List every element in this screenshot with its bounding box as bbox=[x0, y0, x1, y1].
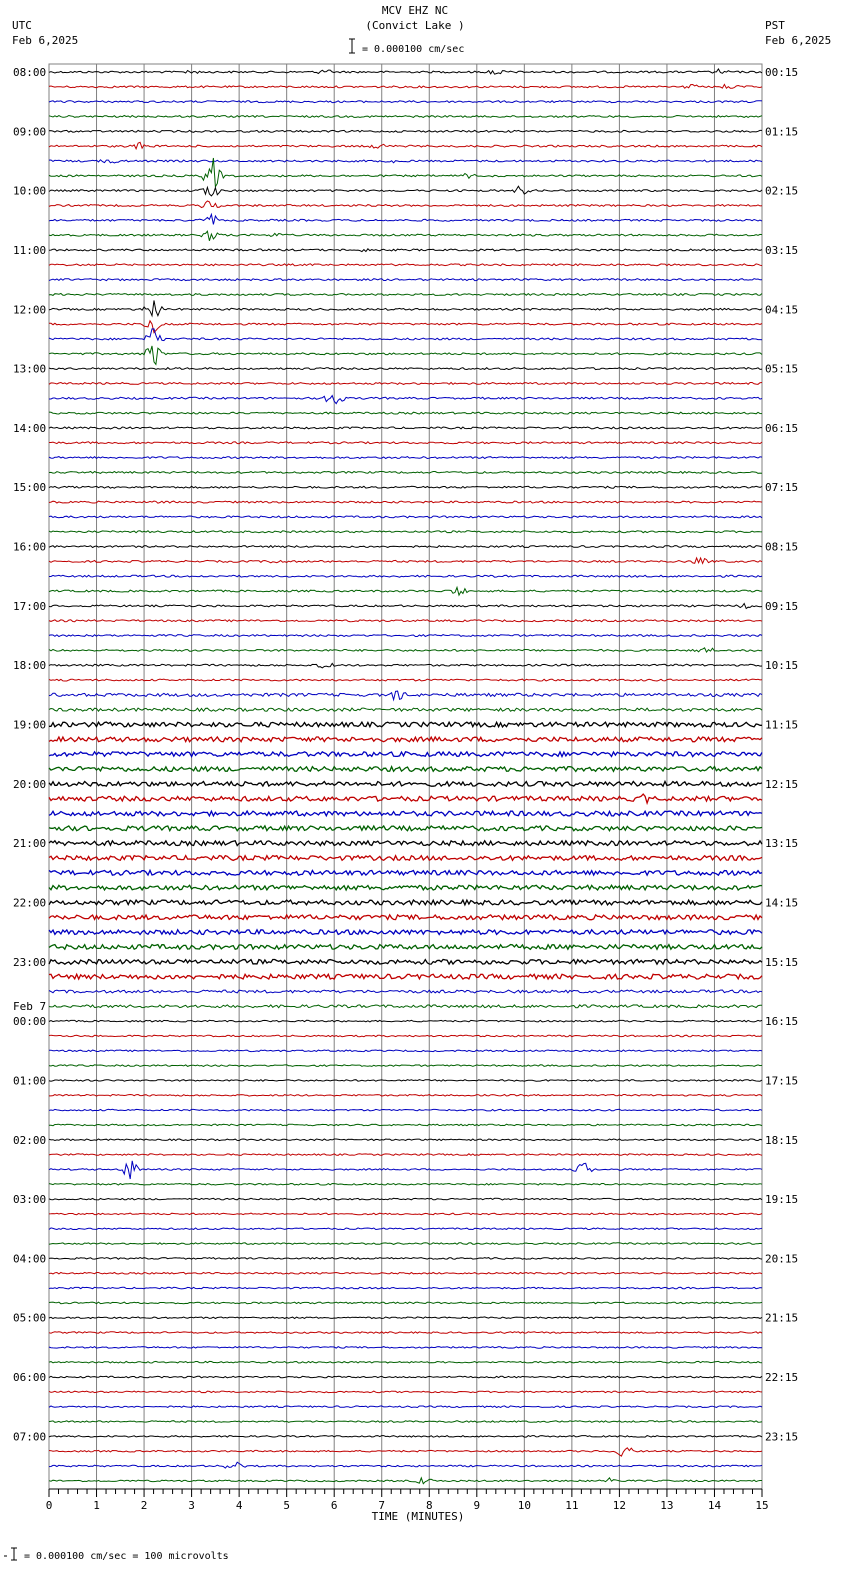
utc-hour-label: 13:00 bbox=[13, 362, 47, 376]
trace-row bbox=[49, 620, 762, 622]
trace-row bbox=[49, 841, 762, 846]
pst-hour-label: 13:15 bbox=[765, 837, 799, 851]
trace-row bbox=[49, 1421, 762, 1423]
utc-hour-label: 05:00 bbox=[13, 1311, 47, 1325]
trace-row bbox=[49, 930, 762, 935]
trace-row bbox=[49, 635, 762, 637]
trace-row bbox=[49, 575, 762, 577]
trace-row bbox=[49, 383, 762, 385]
utc-hour-label: 08:00 bbox=[13, 66, 47, 79]
trace-row bbox=[49, 1095, 762, 1097]
x-tick-label: 6 bbox=[330, 1499, 338, 1512]
utc-hour-label: 10:00 bbox=[13, 184, 47, 198]
trace-row bbox=[49, 84, 762, 88]
trace-row bbox=[49, 945, 762, 950]
trace-row bbox=[49, 472, 762, 474]
trace-row bbox=[49, 130, 762, 132]
trace-row bbox=[49, 1406, 762, 1408]
trace-row bbox=[49, 457, 762, 459]
trace-row bbox=[49, 516, 762, 518]
trace-row bbox=[49, 1462, 762, 1468]
trace-row bbox=[49, 186, 762, 196]
x-tick-label: 9 bbox=[473, 1499, 481, 1512]
trace-row bbox=[49, 321, 762, 333]
utc-hour-label: 00:00 bbox=[13, 1015, 47, 1029]
utc-hour-label: 23:00 bbox=[13, 955, 47, 969]
trace-row bbox=[49, 1243, 762, 1245]
trace-row bbox=[49, 412, 762, 414]
trace-row bbox=[49, 856, 762, 861]
trace-row bbox=[49, 1317, 762, 1319]
trace-row bbox=[49, 1065, 762, 1067]
trace-row bbox=[49, 201, 762, 208]
utc-hour-label: 21:00 bbox=[13, 837, 47, 851]
left-date: Feb 6,2025 bbox=[12, 34, 79, 47]
trace-row bbox=[49, 737, 762, 742]
utc-hour-label: 04:00 bbox=[13, 1252, 47, 1266]
trace-row bbox=[49, 249, 762, 252]
trace-row bbox=[49, 885, 762, 890]
trace-row bbox=[49, 1020, 762, 1022]
plot-frame bbox=[49, 64, 762, 1489]
trace-row bbox=[49, 1448, 762, 1456]
trace-row bbox=[49, 959, 762, 964]
trace-row bbox=[49, 1361, 762, 1363]
trace-row bbox=[49, 160, 762, 163]
trace-row bbox=[49, 900, 762, 905]
utc-hour-label: 20:00 bbox=[13, 777, 47, 791]
trace-row bbox=[49, 546, 762, 548]
pst-hour-label: 00:15 bbox=[765, 66, 799, 79]
trace-row bbox=[49, 368, 762, 370]
pst-hour-label: 15:15 bbox=[765, 955, 799, 969]
pst-hour-label: 08:15 bbox=[765, 540, 799, 554]
pst-hour-label: 07:15 bbox=[765, 481, 799, 495]
pst-hour-label: 01:15 bbox=[765, 125, 799, 139]
pst-hour-label: 21:15 bbox=[765, 1311, 799, 1325]
trace-row bbox=[49, 1109, 762, 1111]
pst-hour-label: 02:15 bbox=[765, 184, 799, 198]
trace-row bbox=[49, 279, 762, 281]
station-location: (Convict Lake ) bbox=[365, 19, 465, 32]
trace-row bbox=[49, 1287, 762, 1289]
pst-hour-label: 09:15 bbox=[765, 599, 799, 613]
pst-hour-label: 10:15 bbox=[765, 659, 799, 673]
trace-row bbox=[49, 604, 762, 609]
trace-row bbox=[49, 1161, 762, 1179]
x-tick-label: 14 bbox=[707, 1499, 722, 1512]
trace-row bbox=[49, 1436, 762, 1438]
trace-row bbox=[49, 1050, 762, 1052]
utc-hour-label: 18:00 bbox=[13, 659, 47, 673]
utc-hour-label: 16:00 bbox=[13, 540, 47, 554]
trace-row bbox=[49, 915, 762, 920]
utc-hour-label: 15:00 bbox=[13, 481, 47, 495]
trace-row bbox=[49, 1005, 762, 1008]
scale-bar-label: = 0.000100 cm/sec bbox=[362, 44, 465, 55]
trace-row bbox=[49, 1139, 762, 1141]
right-date: Feb 6,2025 bbox=[765, 34, 832, 47]
utc-hour-label: 12:00 bbox=[13, 303, 47, 317]
trace-row bbox=[49, 1272, 762, 1274]
trace-row bbox=[49, 214, 762, 224]
trace-row bbox=[49, 427, 762, 429]
pst-hour-label: 23:15 bbox=[765, 1430, 799, 1444]
trace-row bbox=[49, 1213, 762, 1215]
utc-hour-label: 09:00 bbox=[13, 125, 47, 139]
trace-row bbox=[49, 708, 762, 711]
left-timezone: UTC bbox=[12, 19, 32, 32]
trace-row bbox=[49, 501, 762, 503]
footer-scale-bar-icon bbox=[4, 1548, 17, 1560]
trace-row bbox=[49, 1258, 762, 1260]
trace-row bbox=[49, 294, 762, 296]
trace-row bbox=[49, 301, 762, 316]
trace-row bbox=[49, 558, 762, 564]
pst-hour-label: 14:15 bbox=[765, 896, 799, 910]
utc-hour-label: 01:00 bbox=[13, 1074, 47, 1088]
trace-row bbox=[49, 752, 762, 757]
trace-row bbox=[49, 442, 762, 444]
pst-hour-label: 03:15 bbox=[765, 243, 799, 257]
pst-hour-label: 22:15 bbox=[765, 1371, 799, 1385]
trace-row bbox=[49, 679, 762, 681]
pst-hour-label: 12:15 bbox=[765, 777, 799, 791]
x-tick-label: 12 bbox=[612, 1499, 627, 1512]
trace-row bbox=[49, 346, 762, 365]
trace-row bbox=[49, 1154, 762, 1156]
trace-row bbox=[49, 1376, 762, 1378]
trace-row bbox=[49, 990, 762, 993]
trace-row bbox=[49, 142, 762, 149]
trace-row bbox=[49, 782, 762, 787]
station-title: MCV EHZ NC bbox=[381, 4, 449, 17]
trace-row bbox=[49, 663, 762, 668]
trace-row bbox=[49, 116, 762, 118]
utc-hour-label: 07:00 bbox=[13, 1430, 47, 1444]
trace-row bbox=[49, 1184, 762, 1186]
trace-row bbox=[49, 1347, 762, 1349]
utc-hour-label: 22:00 bbox=[13, 896, 47, 910]
pst-hour-label: 18:15 bbox=[765, 1133, 799, 1147]
utc-hour-label: 19:00 bbox=[13, 718, 47, 732]
utc-hour-label: 06:00 bbox=[13, 1371, 47, 1385]
scale-bar-icon bbox=[349, 39, 355, 53]
x-tick-label: 4 bbox=[235, 1499, 243, 1512]
x-tick-label: 10 bbox=[517, 1499, 531, 1512]
date-change-label: Feb 7 bbox=[13, 1000, 47, 1014]
x-tick-label: 13 bbox=[660, 1499, 674, 1512]
trace-row bbox=[49, 1478, 762, 1484]
x-axis-label: TIME (MINUTES) bbox=[371, 1510, 465, 1523]
trace-row bbox=[49, 826, 762, 831]
time-grid bbox=[49, 64, 762, 1489]
trace-row bbox=[49, 722, 762, 727]
right-timezone: PST bbox=[765, 19, 785, 32]
trace-row bbox=[49, 264, 762, 266]
pst-hour-label: 19:15 bbox=[765, 1193, 799, 1207]
trace-row bbox=[49, 1035, 762, 1037]
utc-hour-labels bbox=[13, 66, 46, 1443]
trace-row bbox=[49, 1080, 762, 1082]
seismic-traces bbox=[49, 69, 762, 1484]
utc-hour-label: 14:00 bbox=[13, 421, 47, 435]
x-tick-label: 15 bbox=[755, 1499, 769, 1512]
x-tick-label: 1 bbox=[93, 1499, 100, 1512]
trace-row bbox=[49, 231, 762, 241]
trace-row bbox=[49, 811, 762, 816]
trace-row bbox=[49, 767, 762, 772]
trace-row bbox=[49, 794, 762, 803]
trace-row bbox=[49, 587, 762, 595]
x-tick-label: 11 bbox=[565, 1499, 579, 1512]
utc-hour-label: 03:00 bbox=[13, 1193, 47, 1207]
x-tick-label: 5 bbox=[283, 1499, 290, 1512]
trace-row bbox=[49, 396, 762, 404]
trace-row bbox=[49, 101, 762, 103]
pst-hour-label: 20:15 bbox=[765, 1252, 799, 1266]
trace-row bbox=[49, 1391, 762, 1393]
trace-row bbox=[49, 1332, 762, 1334]
pst-hour-label: 06:15 bbox=[765, 421, 799, 435]
pst-hour-label: 11:15 bbox=[765, 718, 799, 732]
x-tick-label: 2 bbox=[140, 1499, 148, 1512]
x-tick-label: 3 bbox=[188, 1499, 195, 1512]
trace-row bbox=[49, 1198, 762, 1200]
x-tick-label: 7 bbox=[378, 1499, 386, 1512]
trace-row bbox=[49, 531, 762, 533]
trace-row bbox=[49, 486, 762, 488]
utc-hour-label: 11:00 bbox=[13, 243, 47, 257]
trace-row bbox=[49, 1124, 762, 1126]
trace-row bbox=[49, 648, 762, 652]
footer-scale-text: = 0.000100 cm/sec = 100 microvolts bbox=[24, 1551, 229, 1562]
trace-row bbox=[49, 974, 762, 979]
trace-row bbox=[49, 1228, 762, 1230]
pst-hour-label: 05:15 bbox=[765, 362, 799, 376]
x-tick-label: 0 bbox=[45, 1499, 53, 1512]
pst-hour-label: 17:15 bbox=[765, 1074, 799, 1088]
trace-row bbox=[49, 1302, 762, 1304]
pst-hour-label: 16:15 bbox=[765, 1015, 799, 1029]
trace-row bbox=[49, 69, 762, 74]
pst-hour-label: 04:15 bbox=[765, 303, 799, 317]
trace-row bbox=[49, 691, 762, 700]
x-tick-label: 8 bbox=[425, 1499, 433, 1512]
x-axis bbox=[46, 1489, 769, 1512]
utc-hour-label: 17:00 bbox=[13, 599, 47, 613]
utc-hour-label: 02:00 bbox=[13, 1133, 47, 1147]
trace-row bbox=[49, 870, 762, 875]
pst-hour-labels bbox=[765, 66, 798, 1443]
